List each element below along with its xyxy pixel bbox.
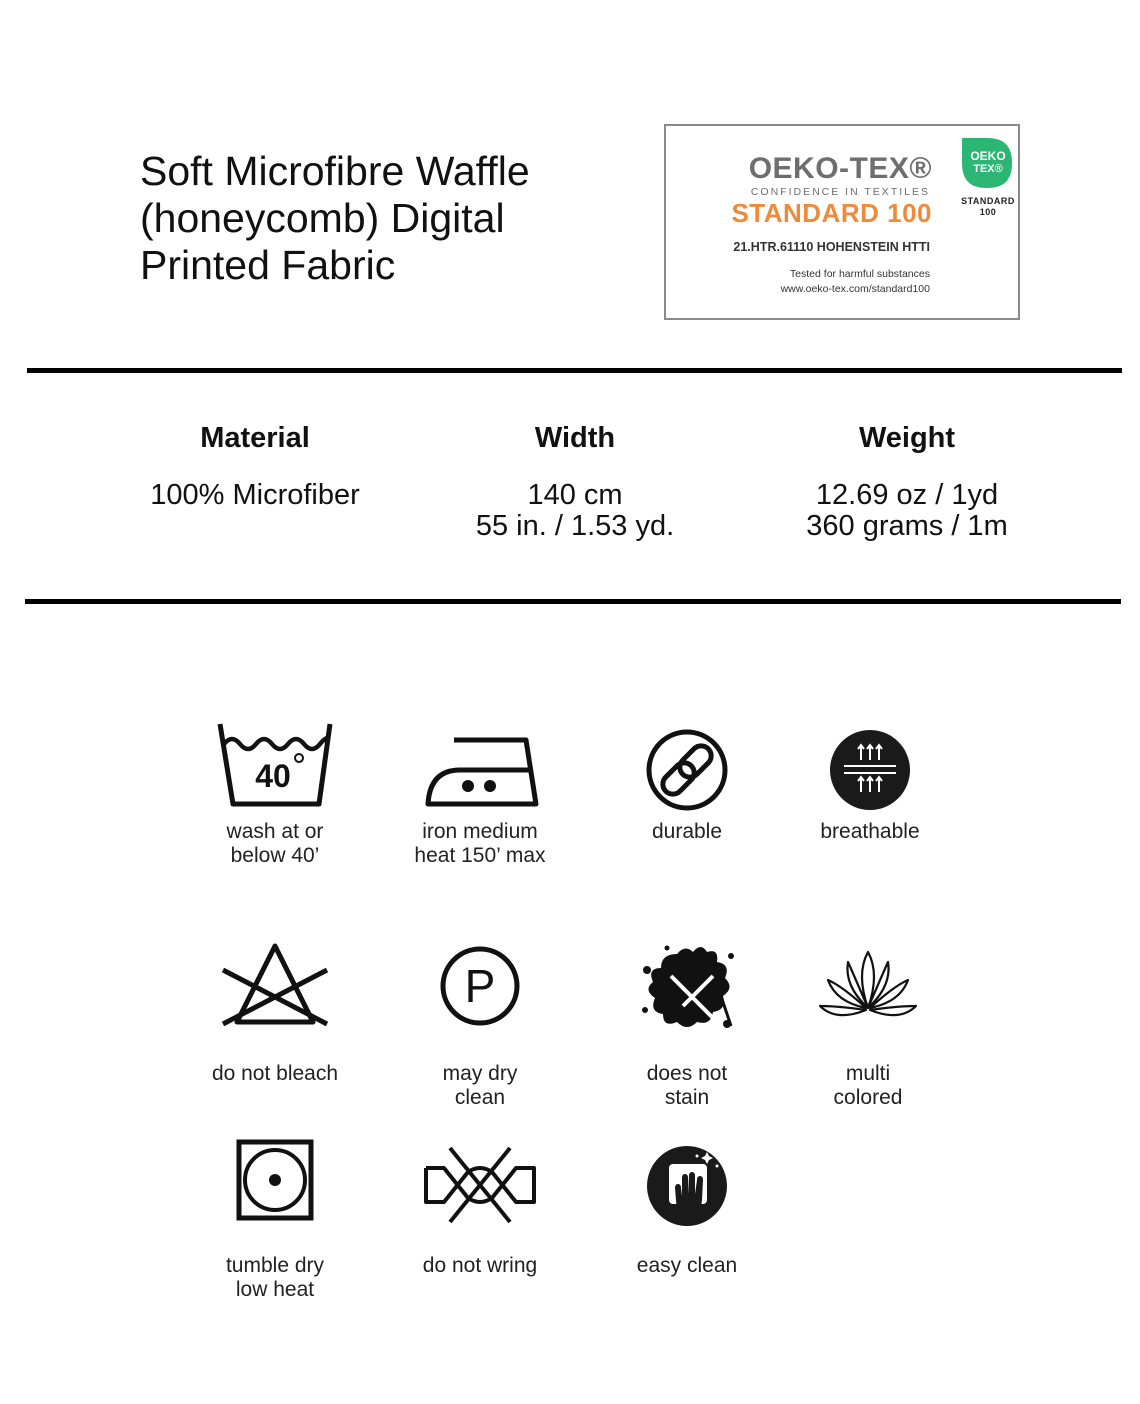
- spec-value-line: 140 cm: [527, 479, 623, 511]
- care-label-line: tumble dry: [225, 1254, 325, 1277]
- care-item-iron: [380, 720, 580, 868]
- care-label-line: low heat: [235, 1278, 315, 1301]
- oeko-tex-certificate: [664, 124, 1020, 320]
- cert-tagline: CONFIDENCE IN TEXTILES: [750, 186, 930, 198]
- spec-weight: [752, 418, 1062, 542]
- care-label: [175, 1062, 375, 1086]
- spec-heading: Material: [200, 422, 310, 454]
- cert-url: www.oeko-tex.com/standard100: [780, 283, 930, 295]
- care-label-line: do not wring: [422, 1254, 538, 1277]
- care-label: [587, 1062, 787, 1110]
- dry-clean-letter: P: [464, 960, 496, 1012]
- care-label-line: durable: [651, 820, 723, 843]
- cert-tested: Tested for harmful substances: [789, 268, 930, 280]
- care-label-line: stain: [664, 1086, 710, 1109]
- badge-bottom-text: TEX®: [973, 163, 1003, 175]
- spec-material: [100, 418, 410, 511]
- care-item-wash: [175, 720, 375, 868]
- care-label-line: does not: [646, 1062, 728, 1085]
- stain-resistant-icon: [627, 940, 747, 1040]
- care-label: [768, 1062, 968, 1110]
- care-label: [175, 1254, 375, 1302]
- care-item-tumble-dry: [175, 1134, 375, 1302]
- care-item-easy-clean: [587, 1134, 787, 1278]
- care-label: [175, 820, 375, 868]
- badge-top-text: OEKO: [970, 149, 1006, 163]
- top-divider: [27, 368, 1122, 373]
- lotus-icon: [808, 940, 928, 1040]
- care-item-stain: [587, 940, 787, 1110]
- spec-heading: Weight: [858, 422, 956, 454]
- badge-caption: [956, 196, 1020, 218]
- spec-heading: Width: [534, 422, 616, 454]
- cert-code: 21.HTR.61110 HOHENSTEIN HTTI: [733, 240, 930, 254]
- durable-link-icon: [627, 720, 747, 820]
- care-label: [770, 820, 970, 844]
- badge-caption-line: STANDARD: [961, 196, 1015, 206]
- care-label-line: do not bleach: [211, 1062, 339, 1085]
- care-label-line: heat 150’ max: [414, 844, 546, 867]
- easy-clean-icon: [627, 1134, 747, 1234]
- care-label: [380, 1254, 580, 1278]
- care-label: [380, 820, 580, 868]
- product-title: [140, 148, 640, 289]
- care-label-line: below 40’: [230, 844, 320, 867]
- care-label-line: easy clean: [636, 1254, 738, 1277]
- care-label: [587, 1254, 787, 1278]
- care-label-line: clean: [454, 1086, 506, 1109]
- spec-value-line: 12.69 oz / 1yd: [815, 479, 999, 511]
- cert-standard: STANDARD 100: [731, 198, 932, 228]
- title-line: Soft Microfibre Waffle: [140, 148, 530, 194]
- tumble-dry-low-icon: [215, 1134, 335, 1234]
- cert-brand: OEKO-TEX®: [748, 152, 932, 185]
- care-item-bleach: [175, 940, 375, 1086]
- spec-value: [420, 480, 730, 542]
- oeko-tex-badge-icon: [960, 136, 1014, 190]
- spec-value-line: 55 in. / 1.53 yd.: [475, 510, 675, 542]
- title-line: Printed Fabric: [140, 242, 396, 288]
- care-item-wring: [380, 1134, 580, 1278]
- iron-medium-icon: [420, 720, 540, 820]
- care-item-breathable: [770, 720, 970, 844]
- care-label-line: multi: [845, 1062, 891, 1085]
- care-label: [380, 1062, 580, 1110]
- do-not-wring-icon: [420, 1134, 540, 1234]
- care-label: [587, 820, 787, 844]
- spec-value-line: 100% Microfiber: [150, 479, 360, 511]
- care-label-line: iron medium: [422, 820, 538, 843]
- do-not-bleach-icon: [215, 940, 335, 1040]
- spec-value: [752, 480, 1062, 542]
- care-label-line: colored: [833, 1086, 903, 1109]
- care-label-line: may dry: [442, 1062, 518, 1085]
- care-item-multicolored: [768, 940, 968, 1110]
- spec-value-line: 360 grams / 1m: [806, 510, 1008, 542]
- care-item-dry-clean: [380, 940, 580, 1110]
- care-item-durable: [587, 720, 787, 844]
- wash-40-icon: [215, 720, 335, 820]
- wash-temperature: 40: [255, 758, 291, 794]
- title-line: (honeycomb) Digital: [140, 195, 505, 241]
- badge-caption-line: 100: [979, 207, 997, 217]
- dry-clean-p-icon: [420, 940, 540, 1040]
- breathable-icon: [810, 720, 930, 820]
- spec-width: [420, 418, 730, 542]
- bottom-divider: [25, 599, 1121, 604]
- care-label-line: breathable: [820, 820, 920, 843]
- care-label-line: wash at or: [226, 820, 324, 843]
- spec-value: [100, 480, 410, 511]
